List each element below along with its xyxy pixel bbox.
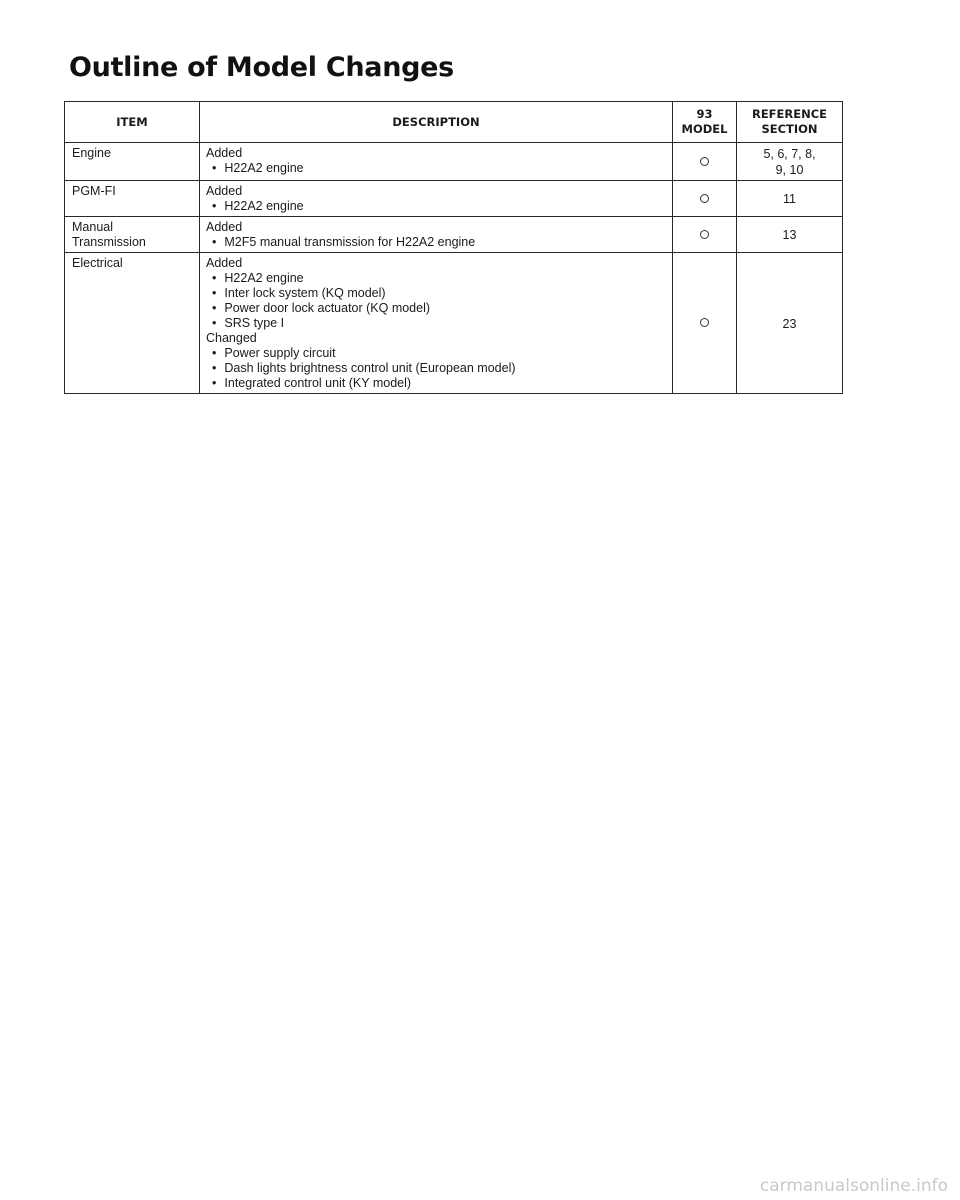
- circle-mark-icon: [700, 157, 709, 166]
- header-model-text: 93 MODEL: [681, 107, 728, 136]
- table-header-row: [65, 102, 843, 143]
- table-row: [65, 143, 843, 181]
- item-cell: [65, 143, 200, 181]
- description-bullet: • M2F5 manual transmission for H22A2 engine: [206, 235, 666, 250]
- header-description: DESCRIPTION: [200, 102, 673, 143]
- description-bullet: • SRS type I: [206, 316, 666, 331]
- description-heading: Added: [206, 184, 243, 198]
- reference-text: 11: [783, 192, 796, 206]
- description-bullet: • Integrated control unit (KY model): [206, 376, 666, 391]
- description-heading: Added: [206, 256, 243, 270]
- description-cell: [200, 181, 673, 217]
- page-title: Outline of Model Changes: [69, 52, 454, 83]
- item-cell: [65, 217, 200, 253]
- table-body: [65, 143, 843, 394]
- reference-text: 23: [782, 316, 797, 331]
- header-reference: [737, 102, 843, 143]
- circle-mark-icon: [700, 194, 709, 203]
- model-changes-table: [64, 101, 843, 394]
- reference-cell: [737, 181, 843, 217]
- description-heading: Added: [206, 146, 243, 160]
- description-bullet: • H22A2 engine: [206, 161, 666, 176]
- item-label: Manual Transmission: [72, 220, 146, 249]
- model-cell: [673, 253, 737, 394]
- item-label: PGM-FI: [72, 184, 116, 198]
- description-bullet: • H22A2 engine: [206, 271, 666, 286]
- description-bullet: • H22A2 engine: [206, 199, 666, 214]
- item-label: Engine: [72, 146, 111, 160]
- reference-cell: [737, 143, 843, 181]
- item-cell: [65, 181, 200, 217]
- reference-cell: [737, 253, 843, 394]
- description-bullet: • Dash lights brightness control unit (European model): [206, 361, 666, 376]
- reference-text: 13: [782, 228, 797, 242]
- footer-watermark: carmanualsonline.info: [759, 1176, 948, 1196]
- reference-text: 5, 6, 7, 8, 9, 10: [763, 147, 816, 177]
- model-cell: [673, 181, 737, 217]
- description-cell: [200, 143, 673, 181]
- circle-mark-icon: [700, 318, 709, 327]
- description-cell: [200, 217, 673, 253]
- description-cell: [200, 253, 673, 394]
- description-heading: Changed: [206, 331, 257, 345]
- item-label: Electrical: [72, 256, 123, 270]
- description-heading: Added: [206, 220, 243, 234]
- model-cell: [673, 217, 737, 253]
- header-model: [673, 102, 737, 143]
- header-item: ITEM: [65, 102, 200, 143]
- model-cell: [673, 143, 737, 181]
- description-bullet: • Power door lock actuator (KQ model): [206, 301, 666, 316]
- reference-cell: [737, 217, 843, 253]
- item-cell: [65, 253, 200, 394]
- table-row: [65, 181, 843, 217]
- header-reference-text: REFERENCE SECTION: [751, 107, 828, 136]
- table-row: [65, 217, 843, 253]
- circle-mark-icon: [700, 230, 709, 239]
- table-row: [65, 253, 843, 394]
- description-bullet: • Inter lock system (KQ model): [206, 286, 666, 301]
- description-bullet: • Power supply circuit: [206, 346, 666, 361]
